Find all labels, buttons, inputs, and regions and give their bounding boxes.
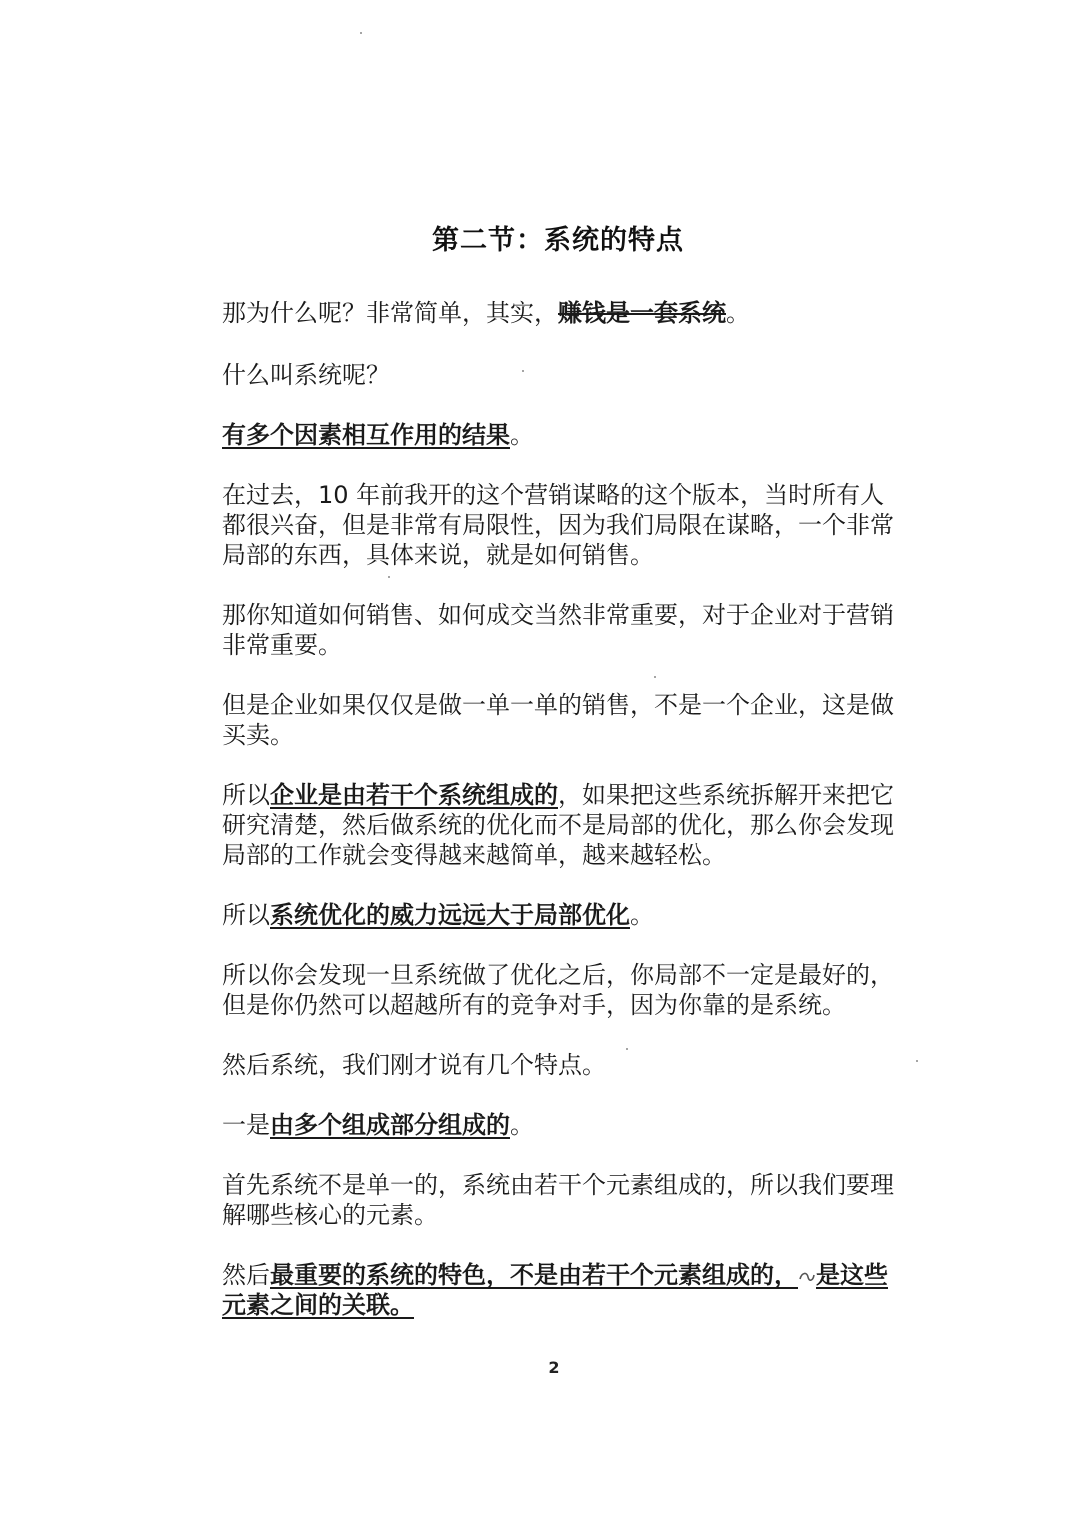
paragraph-3: 有多个因素相互作用的结果。 (222, 421, 534, 449)
scan-speck (360, 32, 362, 34)
body-text (222, 298, 898, 1350)
emphasized-phrase: 是这些元素之间的关联。 (222, 1261, 888, 1319)
paragraph-9: 所以你会发现一旦系统做了优化之后，你局部不一定是最好的，但是你仍然可以超越所有的竞争对手，因为你靠的是系统。 (222, 961, 894, 1019)
paragraph-8: 所以系统优化的威力远远大于局部优化。 (222, 901, 654, 929)
emphasized-phrase: 由多个组成部分组成的 (270, 1111, 510, 1139)
paragraph-10: 然后系统，我们刚才说有几个特点。 (222, 1051, 606, 1079)
struck-phrase: 赚钱是一套系统 (558, 299, 726, 327)
paragraph-12: 首先系统不是单一的，系统由若干个元素组成的，所以我们要理解哪些核心的元素。 (222, 1171, 894, 1229)
paragraph-5: 那你知道如何销售、如何成交当然非常重要，对于企业对于营销非常重要。 (222, 601, 894, 659)
scan-speck (388, 576, 390, 578)
scan-speck (916, 1060, 918, 1062)
scan-speck (522, 370, 524, 372)
paragraph-6: 但是企业如果仅仅是做一单一单的销售，不是一个企业，这是做买卖。 (222, 691, 894, 749)
paragraph-7: 所以企业是由若干个系统组成的，如果把这些系统拆解开来把它研究清楚，然后做系统的优化而不是局部的优化，那么你会发现局部的工作就会变得越来越简单，越来越轻松。 (222, 781, 894, 869)
emphasized-phrase: 企业是由若干个系统组成的 (270, 781, 558, 809)
emphasized-phrase: 最重要的系统的特色，不是由若干个元素组成的， (270, 1261, 798, 1289)
emphasized-phrase: 系统优化的威力远远大于局部优化 (270, 901, 630, 929)
section-title: 第二节：系统的特点 (432, 225, 684, 256)
paragraph-1: 那为什么呢？非常简单，其实，赚钱是一套系统。 (222, 299, 750, 327)
emphasized-phrase: 有多个因素相互作用的结果 (222, 421, 510, 449)
scan-speck (654, 676, 656, 678)
paragraph-2: 什么叫系统呢？ (222, 361, 390, 389)
scan-speck (626, 1048, 628, 1050)
paragraph-11: 一是由多个组成部分组成的。 (222, 1111, 534, 1139)
page-number: 2 (548, 1358, 560, 1377)
paragraph-4: 在过去，10 年前我开的这个营销谋略的这个版本，当时所有人都很兴奋，但是非常有局限性，因为我们局限在谋略，一个非常局部的东西，具体来说，就是如何销售。 (222, 481, 894, 569)
paragraph-13: 然后最重要的系统的特色，不是由若干个元素组成的， 是这些元素之间的关联。 (222, 1261, 888, 1319)
scribble-mark-icon (798, 1270, 816, 1284)
